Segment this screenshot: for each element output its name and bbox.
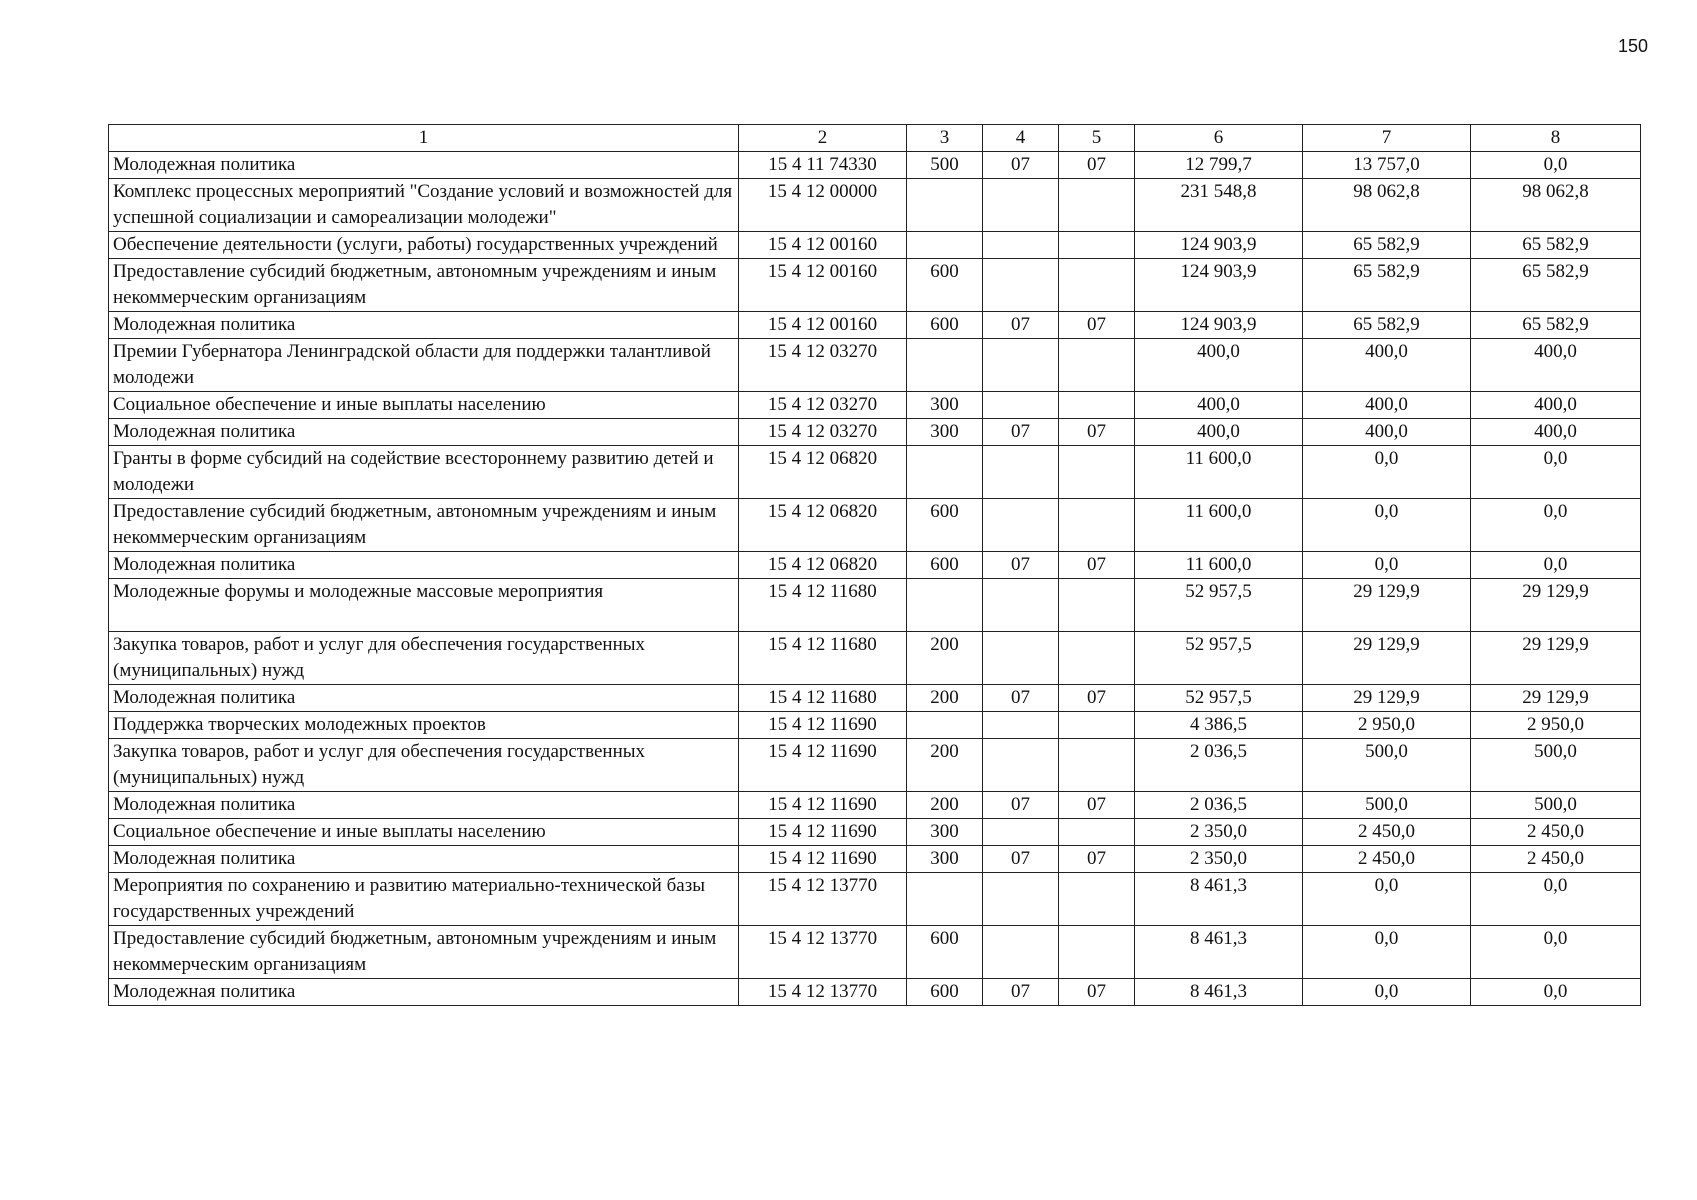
- table-row: [109, 446, 1641, 499]
- table-cell-col6: 2 036,5: [1135, 792, 1303, 819]
- table-cell-col7: 0,0: [1303, 873, 1471, 926]
- table-cell-col6: 2 350,0: [1135, 819, 1303, 846]
- table-cell-col6: 400,0: [1135, 419, 1303, 446]
- table-cell-col5: [1059, 446, 1135, 499]
- table-cell-col4: [983, 179, 1059, 232]
- table-cell-col7: 2 450,0: [1303, 819, 1471, 846]
- table-cell-col5: [1059, 499, 1135, 552]
- table-cell-col8: 65 582,9: [1471, 312, 1641, 339]
- table-cell-col7: 65 582,9: [1303, 232, 1471, 259]
- table-cell-col3: 300: [907, 392, 983, 419]
- table-cell-col1: Комплекс процессных мероприятий "Создание условий и возможностей для успешной социализации и самореализации молодежи": [109, 179, 739, 232]
- table-cell-col5: 07: [1059, 152, 1135, 179]
- table-cell-col7: 0,0: [1303, 446, 1471, 499]
- table-cell-col2: 15 4 12 11680: [739, 632, 907, 685]
- table-row: [109, 632, 1641, 685]
- table-cell-col1: Молодежная политика: [109, 552, 739, 579]
- column-header: 8: [1471, 125, 1641, 152]
- table-cell-col1: Молодежная политика: [109, 846, 739, 873]
- table-cell-col6: 12 799,7: [1135, 152, 1303, 179]
- table-cell-col3: [907, 446, 983, 499]
- table-cell-col7: 29 129,9: [1303, 632, 1471, 685]
- table-cell-col3: [907, 712, 983, 739]
- table-cell-col5: [1059, 739, 1135, 792]
- table-cell-col5: [1059, 579, 1135, 632]
- column-header: 4: [983, 125, 1059, 152]
- table-cell-col4: [983, 739, 1059, 792]
- table-row: [109, 259, 1641, 312]
- column-header: 6: [1135, 125, 1303, 152]
- column-header: 2: [739, 125, 907, 152]
- table-cell-col1: Молодежная политика: [109, 685, 739, 712]
- table-cell-col1: Закупка товаров, работ и услуг для обеспечения государственных (муниципальных) нужд: [109, 632, 739, 685]
- table-cell-col2: 15 4 12 13770: [739, 979, 907, 1006]
- table-cell-col3: 600: [907, 979, 983, 1006]
- table-cell-col5: [1059, 179, 1135, 232]
- table-row: [109, 339, 1641, 392]
- table-cell-col4: [983, 392, 1059, 419]
- table-cell-col7: 65 582,9: [1303, 259, 1471, 312]
- table-cell-col3: 200: [907, 632, 983, 685]
- table-cell-col8: 2 950,0: [1471, 712, 1641, 739]
- table-cell-col7: 0,0: [1303, 552, 1471, 579]
- table-cell-col7: 400,0: [1303, 419, 1471, 446]
- table-cell-col8: 0,0: [1471, 446, 1641, 499]
- header-row: [109, 125, 1641, 152]
- table-cell-col1: Молодежная политика: [109, 419, 739, 446]
- table-row: [109, 846, 1641, 873]
- table-cell-col4: 07: [983, 552, 1059, 579]
- budget-table: [108, 124, 1641, 1006]
- table-cell-col1: Предоставление субсидий бюджетным, автономным учреждениям и иным некоммерческим организациям: [109, 499, 739, 552]
- table-row: [109, 926, 1641, 979]
- table-cell-col3: 600: [907, 499, 983, 552]
- table-cell-col2: 15 4 12 11690: [739, 846, 907, 873]
- table-row: [109, 685, 1641, 712]
- table-cell-col6: 124 903,9: [1135, 259, 1303, 312]
- table-cell-col6: 400,0: [1135, 392, 1303, 419]
- table-cell-col8: 29 129,9: [1471, 579, 1641, 632]
- table-cell-col8: 0,0: [1471, 499, 1641, 552]
- table-cell-col4: [983, 926, 1059, 979]
- table-row: [109, 979, 1641, 1006]
- table-cell-col5: 07: [1059, 312, 1135, 339]
- table-cell-col6: 11 600,0: [1135, 552, 1303, 579]
- table-cell-col2: 15 4 12 11690: [739, 819, 907, 846]
- table-cell-col8: 0,0: [1471, 979, 1641, 1006]
- table-cell-col8: 65 582,9: [1471, 259, 1641, 312]
- table-cell-col6: 52 957,5: [1135, 632, 1303, 685]
- column-header: 1: [109, 125, 739, 152]
- table-cell-col3: [907, 579, 983, 632]
- table-cell-col8: 98 062,8: [1471, 179, 1641, 232]
- table-cell-col8: 0,0: [1471, 926, 1641, 979]
- table-cell-col3: [907, 232, 983, 259]
- table-cell-col3: 600: [907, 926, 983, 979]
- table-cell-col5: [1059, 873, 1135, 926]
- table-cell-col3: [907, 179, 983, 232]
- table-cell-col4: [983, 232, 1059, 259]
- table-cell-col3: 600: [907, 312, 983, 339]
- table-cell-col3: [907, 339, 983, 392]
- table-cell-col5: 07: [1059, 419, 1135, 446]
- table-cell-col2: 15 4 12 03270: [739, 339, 907, 392]
- table-cell-col1: Гранты в форме субсидий на содействие всестороннему развитию детей и молодежи: [109, 446, 739, 499]
- table-cell-col7: 400,0: [1303, 392, 1471, 419]
- table-cell-col8: 400,0: [1471, 392, 1641, 419]
- table-cell-col8: 0,0: [1471, 152, 1641, 179]
- table-row: [109, 179, 1641, 232]
- table-cell-col5: [1059, 259, 1135, 312]
- table-row: [109, 312, 1641, 339]
- table-cell-col5: [1059, 392, 1135, 419]
- table-cell-col7: 29 129,9: [1303, 579, 1471, 632]
- table-cell-col7: 13 757,0: [1303, 152, 1471, 179]
- column-header: 3: [907, 125, 983, 152]
- table-cell-col2: 15 4 12 11690: [739, 792, 907, 819]
- table-cell-col4: 07: [983, 152, 1059, 179]
- table-row: [109, 579, 1641, 632]
- table-cell-col2: 15 4 12 11680: [739, 579, 907, 632]
- table-row: [109, 819, 1641, 846]
- table-row: [109, 232, 1641, 259]
- table-row: [109, 392, 1641, 419]
- table-cell-col8: 500,0: [1471, 739, 1641, 792]
- table-body: [109, 152, 1641, 1006]
- table-cell-col5: [1059, 926, 1135, 979]
- table-cell-col1: Закупка товаров, работ и услуг для обеспечения государственных (муниципальных) нужд: [109, 739, 739, 792]
- table-cell-col6: 8 461,3: [1135, 926, 1303, 979]
- table-cell-col2: 15 4 12 03270: [739, 392, 907, 419]
- table-cell-col6: 2 350,0: [1135, 846, 1303, 873]
- table-cell-col8: 2 450,0: [1471, 819, 1641, 846]
- table-cell-col6: 124 903,9: [1135, 312, 1303, 339]
- table-cell-col7: 29 129,9: [1303, 685, 1471, 712]
- table-cell-col2: 15 4 12 11690: [739, 712, 907, 739]
- table-cell-col1: Молодежная политика: [109, 152, 739, 179]
- table-cell-col2: 15 4 12 06820: [739, 499, 907, 552]
- table-cell-col7: 0,0: [1303, 979, 1471, 1006]
- table-cell-col3: 200: [907, 739, 983, 792]
- table-header: [109, 125, 1641, 152]
- table-cell-col8: 2 450,0: [1471, 846, 1641, 873]
- table-cell-col3: 200: [907, 792, 983, 819]
- table-cell-col5: 07: [1059, 792, 1135, 819]
- table-row: [109, 712, 1641, 739]
- table-cell-col6: 400,0: [1135, 339, 1303, 392]
- table-cell-col3: [907, 873, 983, 926]
- table-cell-col1: Социальное обеспечение и иные выплаты населению: [109, 819, 739, 846]
- table-cell-col3: 500: [907, 152, 983, 179]
- table-cell-col4: [983, 873, 1059, 926]
- table-cell-col8: 0,0: [1471, 552, 1641, 579]
- table-cell-col2: 15 4 12 00160: [739, 232, 907, 259]
- table-cell-col8: 29 129,9: [1471, 685, 1641, 712]
- table-cell-col8: 0,0: [1471, 873, 1641, 926]
- table-cell-col4: [983, 259, 1059, 312]
- table-cell-col7: 2 950,0: [1303, 712, 1471, 739]
- table-cell-col4: [983, 499, 1059, 552]
- table-cell-col5: 07: [1059, 685, 1135, 712]
- table-cell-col6: 11 600,0: [1135, 446, 1303, 499]
- table-cell-col8: 500,0: [1471, 792, 1641, 819]
- table-row: [109, 152, 1641, 179]
- table-cell-col8: 29 129,9: [1471, 632, 1641, 685]
- table-cell-col2: 15 4 11 74330: [739, 152, 907, 179]
- table-row: [109, 739, 1641, 792]
- table-cell-col6: 124 903,9: [1135, 232, 1303, 259]
- table-cell-col1: Поддержка творческих молодежных проектов: [109, 712, 739, 739]
- table-cell-col6: 2 036,5: [1135, 739, 1303, 792]
- column-header: 7: [1303, 125, 1471, 152]
- table-cell-col6: 231 548,8: [1135, 179, 1303, 232]
- table-row: [109, 499, 1641, 552]
- table-cell-col4: 07: [983, 685, 1059, 712]
- table-cell-col2: 15 4 12 00000: [739, 179, 907, 232]
- table-cell-col5: [1059, 712, 1135, 739]
- table-cell-col2: 15 4 12 00160: [739, 312, 907, 339]
- table-cell-col1: Премии Губернатора Ленинградской области для поддержки талантливой молодежи: [109, 339, 739, 392]
- table-cell-col7: 65 582,9: [1303, 312, 1471, 339]
- table-cell-col6: 52 957,5: [1135, 579, 1303, 632]
- table-cell-col8: 400,0: [1471, 339, 1641, 392]
- table-cell-col1: Обеспечение деятельности (услуги, работы) государственных учреждений: [109, 232, 739, 259]
- table-cell-col4: [983, 446, 1059, 499]
- table-cell-col7: 0,0: [1303, 499, 1471, 552]
- table-cell-col5: [1059, 632, 1135, 685]
- table-cell-col8: 65 582,9: [1471, 232, 1641, 259]
- table-cell-col5: [1059, 819, 1135, 846]
- table-cell-col7: 500,0: [1303, 792, 1471, 819]
- table-cell-col1: Предоставление субсидий бюджетным, автономным учреждениям и иным некоммерческим организациям: [109, 259, 739, 312]
- table-cell-col2: 15 4 12 00160: [739, 259, 907, 312]
- table-cell-col2: 15 4 12 03270: [739, 419, 907, 446]
- column-header: 5: [1059, 125, 1135, 152]
- table-cell-col6: 8 461,3: [1135, 979, 1303, 1006]
- table-cell-col2: 15 4 12 13770: [739, 926, 907, 979]
- table-cell-col8: 400,0: [1471, 419, 1641, 446]
- table-cell-col1: Молодежная политика: [109, 792, 739, 819]
- table-cell-col4: [983, 819, 1059, 846]
- table-cell-col1: Молодежная политика: [109, 979, 739, 1006]
- table-cell-col1: Предоставление субсидий бюджетным, автономным учреждениям и иным некоммерческим организациям: [109, 926, 739, 979]
- table-cell-col7: 400,0: [1303, 339, 1471, 392]
- page-number: 150: [1617, 36, 1648, 56]
- table-cell-col6: 11 600,0: [1135, 499, 1303, 552]
- table-cell-col4: 07: [983, 312, 1059, 339]
- table-cell-col1: Социальное обеспечение и иные выплаты населению: [109, 392, 739, 419]
- table-cell-col7: 500,0: [1303, 739, 1471, 792]
- table-cell-col4: [983, 339, 1059, 392]
- table-cell-col4: 07: [983, 846, 1059, 873]
- table-cell-col7: 0,0: [1303, 926, 1471, 979]
- table-cell-col2: 15 4 12 06820: [739, 552, 907, 579]
- table-cell-col6: 4 386,5: [1135, 712, 1303, 739]
- table-cell-col5: 07: [1059, 552, 1135, 579]
- table-cell-col5: 07: [1059, 846, 1135, 873]
- table-cell-col7: 2 450,0: [1303, 846, 1471, 873]
- table-cell-col1: Молодежные форумы и молодежные массовые мероприятия: [109, 579, 739, 632]
- table-cell-col7: 98 062,8: [1303, 179, 1471, 232]
- table-cell-col3: 200: [907, 685, 983, 712]
- table-cell-col1: Молодежная политика: [109, 312, 739, 339]
- table-cell-col4: 07: [983, 419, 1059, 446]
- table-row: [109, 419, 1641, 446]
- table-cell-col2: 15 4 12 13770: [739, 873, 907, 926]
- table-cell-col2: 15 4 12 11680: [739, 685, 907, 712]
- table-cell-col6: 52 957,5: [1135, 685, 1303, 712]
- table-cell-col5: [1059, 232, 1135, 259]
- table-cell-col3: 300: [907, 419, 983, 446]
- table-cell-col5: 07: [1059, 979, 1135, 1006]
- table-cell-col5: [1059, 339, 1135, 392]
- table-cell-col3: 300: [907, 819, 983, 846]
- table-cell-col4: 07: [983, 792, 1059, 819]
- table-cell-col6: 8 461,3: [1135, 873, 1303, 926]
- table-row: [109, 552, 1641, 579]
- table-cell-col2: 15 4 12 06820: [739, 446, 907, 499]
- table-row: [109, 792, 1641, 819]
- table-cell-col1: Мероприятия по сохранению и развитию материально-технической базы государственных учреждений: [109, 873, 739, 926]
- table-row: [109, 873, 1641, 926]
- table-cell-col3: 600: [907, 259, 983, 312]
- table-cell-col2: 15 4 12 11690: [739, 739, 907, 792]
- table-cell-col4: 07: [983, 979, 1059, 1006]
- table-cell-col3: 600: [907, 552, 983, 579]
- table-cell-col4: [983, 632, 1059, 685]
- table-cell-col3: 300: [907, 846, 983, 873]
- table-cell-col4: [983, 712, 1059, 739]
- table-cell-col4: [983, 579, 1059, 632]
